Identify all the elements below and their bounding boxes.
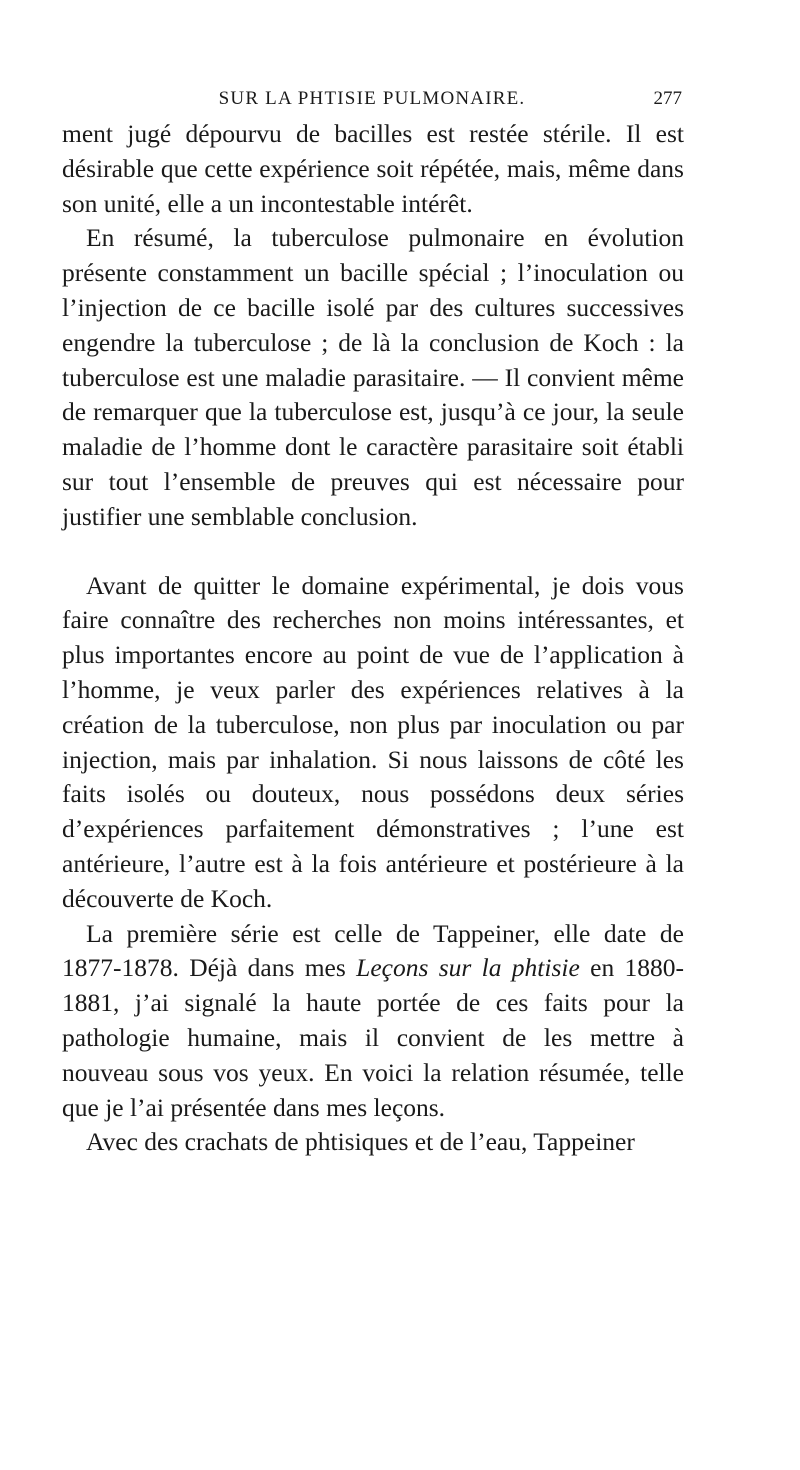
paragraph-4-before: La première série est celle de Tappeiner, elle date de 1877-1878. Déjà dans mes [62,918,684,983]
paragraph-1: ment jugé dépourvu de bacilles est restée stérile. Il est désirable que cette expérience soit répétée, mais, même dans son unité, elle a un incontestable intérêt. [62,119,684,218]
running-head [62,88,682,118]
paragraph-4 [62,917,684,1126]
paragraph-5: Avec des crachats de phtisiques et de l’eau, Tappeiner [86,1127,635,1157]
running-title: SUR LA PHTISIE PULMONAIRE. [218,88,526,109]
paragraph-4-after: en 1880-1881, j’ai signalé la haute portée de ces faits pour la pathologie humaine, mais il convient de les mettre à nouveau sous vos yeux. En voici la relation résumée, telle que je l’ai présentée dans mes leçons. [62,953,685,1122]
paragraph-3: Avant de quitter le domaine expérimental, je dois vous faire connaître des recherches non moins intéressantes, et plus importantes encore au point de vue de l’application à l’homme, je veux parler des expériences relatives à la création de la tuberculose, non plus par inoculation ou par injection, mais par inhalation. Si nous laissons de côté les faits isolés ou douteux, nous possédons deux séries d’expériences parfaitement démonstratives ; l’une est antérieure, l’autre est à la fois antérieure et postérieure à la découverte de Koch. [62,570,684,913]
book-title-italic: Leçons sur la phtisie [356,953,580,983]
paragraph-2: En résumé, la tuberculose pulmonaire en évolution présente constamment un bacille spécial ; l’inoculation ou l’injection de ce bacille isolé par des cultures successives engendre la tuberculose ; de là la conclusion de Koch : la tuberculose est une maladie parasitaire. — Il convient même de remarquer que la tuberculose est, jusqu’à ce jour, la seule maladie de l’homme dont le caractère parasitaire soit établi sur tout l’ensemble de preuves qui est nécessaire pour justifier une semblable conclusion. [62,223,684,531]
page-number: 277 [653,88,682,109]
body-text [62,117,684,1160]
